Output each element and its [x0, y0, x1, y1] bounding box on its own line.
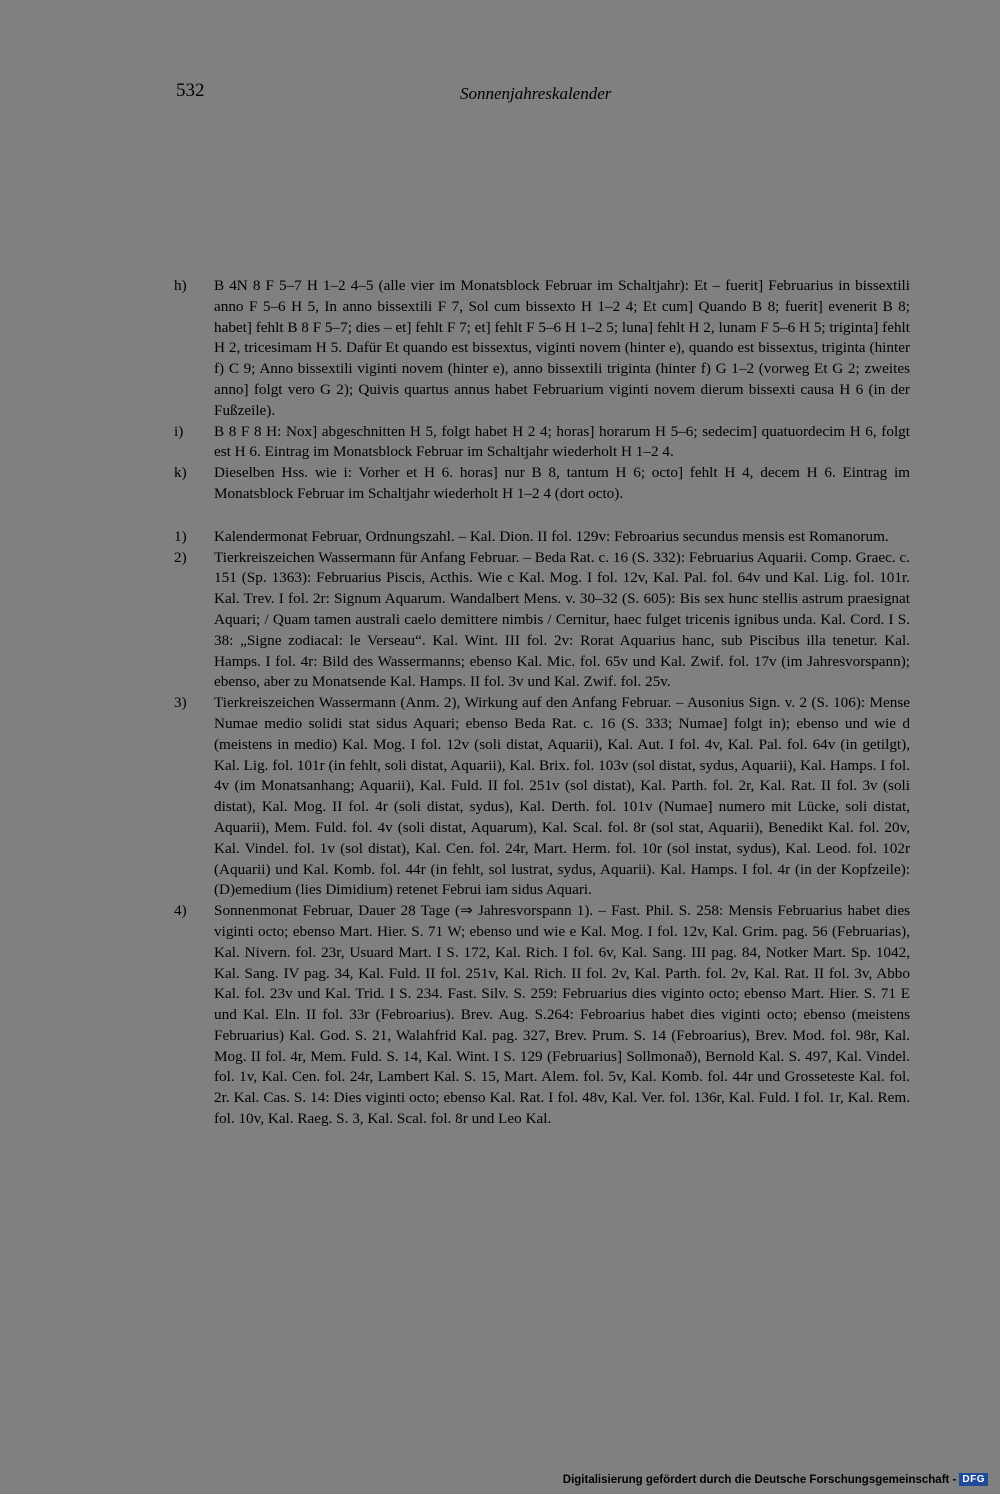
dfg-logo[interactable]: DFG [959, 1473, 988, 1486]
note-label: 3) [174, 694, 187, 712]
note-label: h) [174, 277, 187, 294]
funding-notice: Digitalisierung gefördert durch die Deutsche Forschungsgemeinschaft - [562, 1473, 957, 1486]
note-h [174, 276, 910, 422]
note-4 [174, 901, 910, 1130]
note-text: Tierkreiszeichen Wassermann (Anm. 2), Wirkung auf den Anfang Februar. – Ausonius Sign. v. 2 (S. 106): Mense Numae medio solidi stat sidus Aquari; ebenso Beda Rat. c. 16 (S. 333; Numae] folgt in); ebenso und wie d (meistens in medio) Kal. Mog. I fol. 12v (soli distat, Aquarii), Kal. Aut. I fol. 4v, Kal. Pal. fol. 64v (in getilgt), Kal. Lig. fol. 101r (in fehlt, soli distat, Aquarii), Kal. Brix. fol. 103v (sol distat, sydus, Aquarii), Kal. Hamps. I fol. 4v (im Monatsanhang; Aquarii), Kal. Fuld. II fol. 251v (sol distat), Kal. Parth. fol. 2r, Kal. Rat. II fol. 3v (soli distat), Kal. Mog. II fol. 4r (soli distat, sydus), Kal. Derth. fol. 101v (Numae] numero mit Lücke, soli distat, Aquarii), Mem. Fuld. fol. 4v (soli distat, Aquarum), Kal. Scal. fol. 8r (sol stat, Aquarii), Benedikt Kal. fol. 20v, Kal. Vindel. fol. 1v (sol distat), Kal. Cen. fol. 24r, Mart. Herm. fol. 10r (sol instat, sydus), Kal. Leod. fol. 102r (Aquarii) und Kal. Komb. fol. 44r (in fehlt, sol lustrat, sydus, Aquarii). Kal. Hamps. I fol. 4r (in der Kopfzeile): (D)emedium (lies Dimidium) retenet Februi iam sidus Aquari. [214, 694, 910, 899]
note-2 [174, 548, 910, 694]
note-text: B 8 F 8 H: Nox] abgeschnitten H 5, folgt habet H 2 4; horas] horarum H 5–6; sedecim] quatuordecim H 6, folgt est H 6. Eintrag im Monatsblock Februar im Schaltjahr wiederholt H 1–2 4. [214, 422, 910, 461]
note-text: Kalendermonat Februar, Ordnungszahl. – Kal. Dion. II fol. 129v: Febroarius secundus mensis est Romanorum. [214, 527, 889, 545]
note-text: Sonnenmonat Februar, Dauer 28 Tage (⇒ Jahresvorspann 1). – Fast. Phil. S. 258: Mensis Februarius habet dies viginti octo; ebenso Mart. Hier. S. 71 W; ebenso und wie e Kal. Mog. I fol. 12v, Kal. Grim. pag. 56 (Februarias), Kal. Nivern. fol. 23r, Usuard Mart. I S. 172, Kal. Rich. I fol. 6v, Kal. Sang. III pag. 84, Notker Mart. Sp. 1042, Kal. Sang. IV pag. 34, Kal. Fuld. II fol. 251v, Kal. Rich. II fol. 2v, Kal. Parth. fol. 2v, Kal. Rat. II fol. 3v, Abbo Kal. fol. 23v und Kal. Trid. I S. 234. Fast. Silv. S. 259: Februarius dies viginto octo; ebenso Mart. Hier. S. 71 E und Kal. Eln. II fol. 33r (Febroarius). Brev. Aug. S.264: Febroarius habet dies viginti octo; ebenso (meistens Februarius) Kal. God. S. 21, Walahfrid Kal. pag. 327, Brev. Prum. S. 14 (Febroarius), Brev. Mod. fol. 98r, Kal. Mog. II fol. 4r, Mem. Fuld. S. 14, Kal. Wint. I S. 129 (Februarius] Sollmonað), Bernold Kal. S. 497, Kal. Vindel. fol. 1v, Kal. Cen. fol. 24r, Lambert Kal. S. 15, Mart. Alem. fol. 5v, Kal. Komb. fol. 44r und Grosseteste Kal. fol. 2r. Kal. Cas. S. 14: Dies viginti octo; ebenso Kal. Rat. I fol. 48v, Kal. Ver. fol. 136r, Kal. Fuld. I fol. 1r, Kal. Rem. fol. 10v, Kal. Raeg. S. 3, Kal. Scal. fol. 8r und Leo Kal. [214, 902, 910, 1128]
page-header [176, 80, 626, 110]
note-i [174, 422, 910, 464]
note-1 [174, 527, 910, 548]
note-text: Dieselben Hss. wie i: Vorher et H 6. horas] nur B 8, tantum H 6; octo] fehlt H 4, decem H 6. Eintrag im Monatsblock Februar im Schaltjahr wiederholt H 1–2 4 (dort octo). [214, 464, 910, 502]
note-text: B 4N 8 F 5–7 H 1–2 4–5 (alle vier im Monatsblock Februar im Schaltjahr): Et – fuerit] Februarius in bissextili anno F 5–6 H 5, In anno bissextili F 7, Sol cum bissexto H 1–2 4; Et cum] Quando B 8; fuerit] evenerit B 8; habet] fehlt B 8 F 5–7; dies – et] fehlt F 7; et] fehlt F 5–6 H 1–2 5; luna] fehlt H 2, lunam F 5–6 H 5; triginta] fehlt H 2, tricesimam H 5. Dafür Et quando est bissextus, viginti novem (hinter e), quando est bissextus, triginta (hinter f) C 9; Anno bissextili viginti novem (hinter e), anno bissextili triginta (hinter f) G 1–2 (vorweg Et G 2; zweites anno] folgt vero G 2); Quivis quartus annus habet Februarium viginti novem dierum bissexti causa H 6 (in der Fußzeile). [214, 277, 910, 419]
funding-footer [563, 1473, 988, 1486]
section-gap [174, 505, 910, 527]
note-label: 4) [174, 902, 187, 920]
note-k [174, 463, 910, 505]
note-label: 2) [174, 548, 187, 566]
running-title: Sonnenjahreskalender [460, 84, 612, 103]
page-number: 532 [176, 80, 205, 101]
note-3 [174, 693, 910, 901]
notes-section [174, 276, 910, 1130]
note-label: i) [174, 422, 184, 440]
note-text: Tierkreiszeichen Wassermann für Anfang Februar. – Beda Rat. c. 16 (S. 332): Februarius Aquarii. Comp. Graec. c. 151 (Sp. 1363): Februarius Piscis, Acthis. Wie c Kal. Mog. I fol. 12v, Kal. Pal. fol. 64v und Kal. Lig. fol. 101r. Kal. Trev. I fol. 2r: Signum Aquarum. Wandalbert Mens. v. 30–32 (S. 605): Bis sex hunc stellis astrum praesignat Aquari; / Quam tamen australi caelo demittere nimbis / Cernitur, haec fulget tricenis ignibus unda. Kal. Cord. I S. 38: „Signe zodiacal: le Verseau“. Kal. Wint. III fol. 2v: Rorat Aquarius hanc, sub Piscibus illa tenetur. Kal. Hamps. I fol. 4r: Bild des Wassermanns; ebenso Kal. Mic. fol. 65v und Kal. Zwif. fol. 17v (im Jahresvorspann); ebenso, aber zu Monatsende Kal. Hamps. II fol. 3v und Kal. Zwif. fol. 25v. [214, 548, 910, 691]
note-label: k) [174, 464, 187, 482]
note-label: 1) [174, 527, 187, 545]
